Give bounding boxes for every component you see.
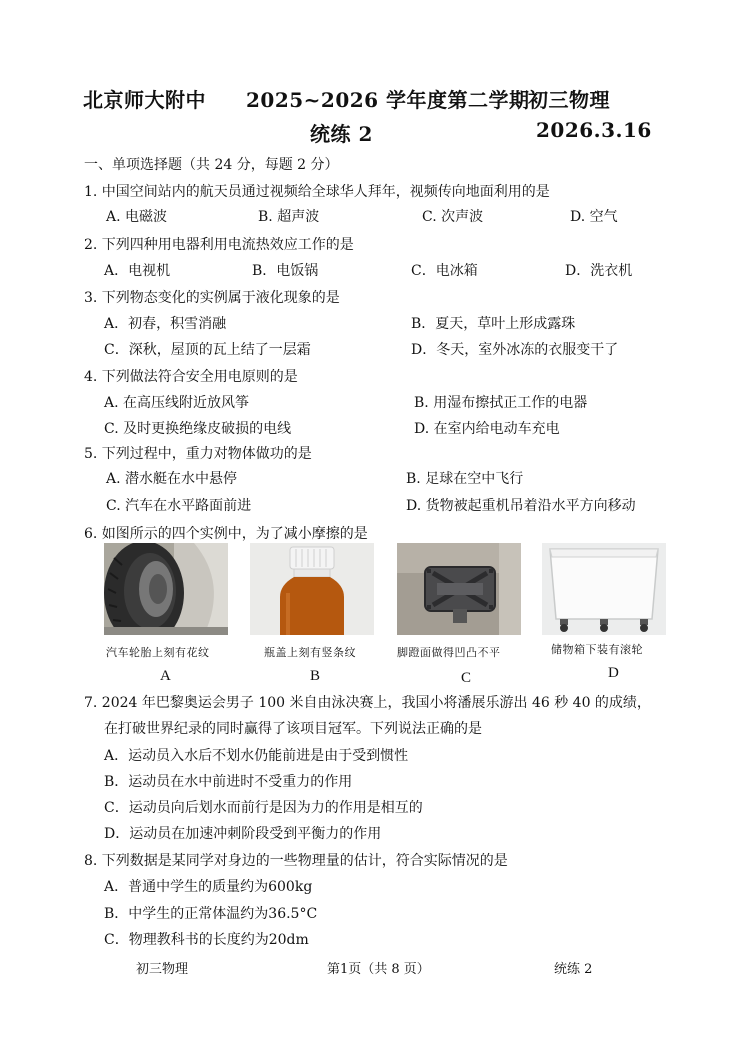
school-name: 北京师大附中 <box>83 88 206 112</box>
q8-option-b: B．中学生的正常体温约为36.5°C <box>104 906 318 922</box>
q8-option-c: C．物理教科书的长度约为20dm <box>104 932 309 948</box>
label-d: D <box>608 665 619 681</box>
section-title: 一、单项选择题（共 24 分，每题 2 分） <box>84 157 339 173</box>
footer-exam: 统练 2 <box>554 962 593 977</box>
caption-c: 脚蹬面做得凹凸不平 <box>397 646 501 659</box>
q5-option-c: C. 汽车在水平路面前进 <box>106 498 252 514</box>
q1-option-a: A. 电磁波 <box>106 209 168 225</box>
q3-option-d: D．冬天，室外冰冻的衣服变干了 <box>411 342 619 358</box>
label-a: A <box>160 668 171 684</box>
exam-date: 2026.3.16 <box>536 118 652 142</box>
question-2: 2. 下列四种用电器利用电流热效应工作的是 <box>84 237 354 253</box>
q7-option-d: D．运动员在加速冲刺阶段受到平衡力的作用 <box>104 826 382 842</box>
caption-d: 储物箱下装有滚轮 <box>551 643 643 656</box>
q5-option-a: A. 潜水艇在水中悬停 <box>106 471 238 487</box>
q2-option-d: D．洗衣机 <box>565 263 633 279</box>
question-6: 6. 如图所示的四个实例中，为了减小摩擦的是 <box>84 526 368 542</box>
q7-option-a: A．运动员入水后不划水仍能前进是由于受到惯性 <box>104 748 409 764</box>
footer-subject: 初三物理 <box>136 962 189 977</box>
q4-option-b: B. 用湿布擦拭正工作的电器 <box>414 395 588 411</box>
q2-option-b: B．电饭锅 <box>252 263 319 279</box>
question-4: 4. 下列做法符合安全用电原则的是 <box>84 369 298 385</box>
exam-name: 统练 2 <box>310 122 373 146</box>
bottle-photo <box>250 543 374 635</box>
q2-option-c: C．电冰箱 <box>411 263 478 279</box>
q4-option-c: C. 及时更换绝缘皮破损的电线 <box>104 421 292 437</box>
pedal-photo <box>397 543 521 635</box>
q7-option-c: C．运动员向后划水而前行是因为力的作用是相互的 <box>104 800 423 816</box>
q1-option-c: C. 次声波 <box>422 209 484 225</box>
question-7-line-1: 7. 2024 年巴黎奥运会男子 100 米自由泳决赛上，我国小将潘展乐游出 46 秒 40 的成绩， <box>84 695 651 711</box>
question-8: 8. 下列数据是某同学对身边的一些物理量的估计，符合实际情况的是 <box>84 853 508 869</box>
q5-option-d: D. 货物被起重机吊着沿水平方向移动 <box>406 498 636 514</box>
question-7-line-2: 在打破世界纪录的同时赢得了该项目冠军。下列说法正确的是 <box>104 721 482 737</box>
subject-title: 初三物理 <box>528 88 610 112</box>
footer-page-number: 第1页（共 8 页） <box>327 962 430 977</box>
q3-option-a: A．初春，积雪消融 <box>104 316 227 332</box>
tire-photo <box>104 543 228 635</box>
q3-option-c: C．深秋，屋顶的瓦上结了一层霜 <box>104 342 311 358</box>
q7-option-b: B．运动员在水中前进时不受重力的作用 <box>104 774 353 790</box>
school-year: 2025~2026 学年度第二学期 <box>246 88 530 112</box>
label-b: B <box>310 668 321 684</box>
q1-option-d: D. 空气 <box>570 209 618 225</box>
q4-option-d: D. 在室内给电动车充电 <box>414 421 560 437</box>
caption-b: 瓶盖上刻有竖条纹 <box>264 646 356 659</box>
q3-option-b: B．夏天，草叶上形成露珠 <box>411 316 576 332</box>
question-3: 3. 下列物态变化的实例属于液化现象的是 <box>84 290 340 306</box>
q8-option-a: A．普通中学生的质量约为600kg <box>104 879 313 895</box>
question-1: 1. 中国空间站内的航天员通过视频给全球华人拜年，视频传向地面利用的是 <box>84 184 550 200</box>
storage-box-photo <box>542 543 666 635</box>
q4-option-a: A. 在高压线附近放风筝 <box>104 395 250 411</box>
label-c: C <box>461 670 472 686</box>
question-5: 5. 下列过程中，重力对物体做功的是 <box>84 446 312 462</box>
q2-option-a: A．电视机 <box>104 263 171 279</box>
q5-option-b: B. 足球在空中飞行 <box>406 471 524 487</box>
q1-option-b: B. 超声波 <box>258 209 320 225</box>
caption-a: 汽车轮胎上刻有花纹 <box>106 646 210 659</box>
